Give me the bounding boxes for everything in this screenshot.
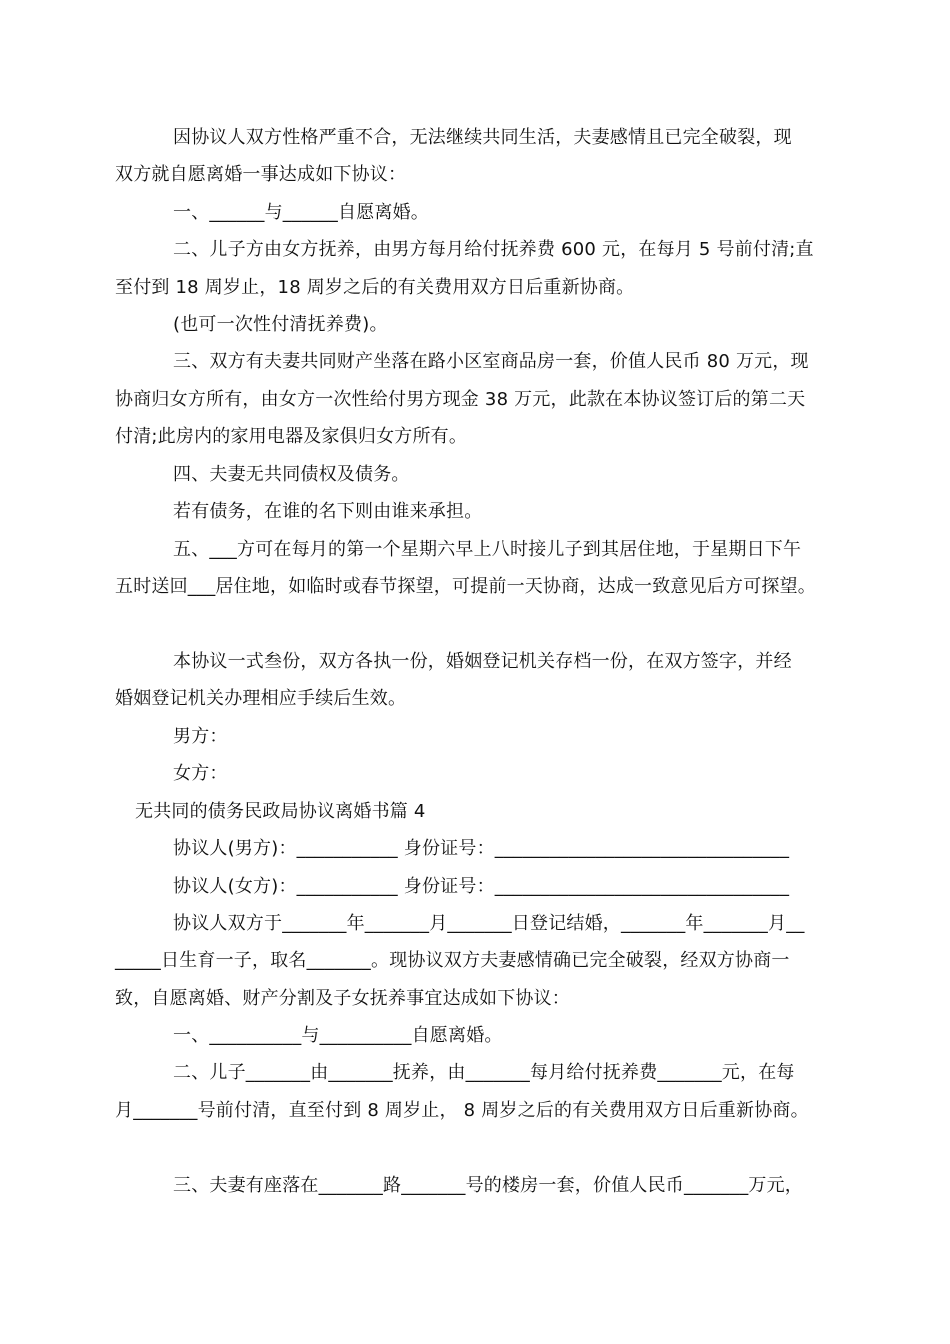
paragraph-line: 四、夫妻无共同债权及债务。 — [173, 464, 410, 485]
signature-line-male: 男方： — [173, 726, 228, 747]
paragraph-line: 付清;此房内的家用电器及家俱归女方所有。 — [115, 426, 468, 447]
paragraph-line: 若有债务，在谁的名下则由谁来承担。 — [173, 501, 483, 522]
signature-line-female: 女方： — [173, 763, 228, 784]
paragraph-line: 二、儿子方由女方抚养，由男方每月给付抚养费 600 元，在每月 5 号前付清;直 — [173, 239, 814, 260]
paragraph-line: _____日生育一子，取名_______。现协议双方夫妻感情确已完全破裂，经双方协商一 — [115, 950, 790, 971]
paragraph-line: 一、__________与__________自愿离婚。 — [173, 1025, 503, 1046]
paragraph-line: 三、双方有夫妻共同财产坐落在路小区室商品房一套，价值人民币 80 万元，现 — [173, 351, 809, 372]
paragraph-line: 因协议人双方性格严重不合，无法继续共同生活，夫妻感情且已完全破裂，现 — [173, 127, 792, 148]
paragraph-line: 协议人双方于_______年_______月_______日登记结婚，_______年_______月__ — [173, 913, 805, 934]
paragraph-line: 三、夫妻有座落在_______路_______号的楼房一套，价值人民币_______万元， — [173, 1175, 803, 1196]
paragraph-line: 二、儿子_______由_______抚养，由_______每月给付抚养费_______元，在每 — [173, 1062, 795, 1083]
paragraph-line: 五、___方可在每月的第一个星期六早上八时接儿子到其居住地，于星期日下午 — [173, 539, 802, 560]
paragraph-line: (也可一次性付清抚养费)。 — [173, 314, 388, 335]
paragraph-line: 双方就自愿离婚一事达成如下协议： — [115, 164, 407, 185]
paragraph-line: 月_______号前付清，直至付到 8 周岁止， 8 周岁之后的有关费用双方日后重新协商。 — [115, 1100, 809, 1121]
form-line: 协议人(男方)：___________ 身份证号：________________________________ — [173, 838, 790, 859]
paragraph-line: 一、______与______自愿离婚。 — [173, 202, 429, 223]
paragraph-line: 婚姻登记机关办理相应手续后生效。 — [115, 688, 407, 709]
paragraph-line: 五时送回___居住地，如临时或春节探望，可提前一天协商，达成一致意见后方可探望。 — [115, 576, 816, 597]
paragraph-line: 协商归女方所有，由女方一次性给付男方现金 38 万元，此款在本协议签订后的第二天 — [115, 389, 806, 410]
paragraph-line: 至付到 18 周岁止，18 周岁之后的有关费用双方日后重新协商。 — [115, 277, 635, 298]
paragraph-line: 致，自愿离婚、财产分割及子女抚养事宜达成如下协议： — [115, 988, 570, 1009]
section-heading: 无共同的债务民政局协议离婚书篇 4 — [135, 801, 426, 822]
form-line: 协议人(女方)：___________ 身份证号：________________________________ — [173, 876, 790, 897]
paragraph-line: 本协议一式叁份，双方各执一份，婚姻登记机关存档一份，在双方签字，并经 — [173, 651, 792, 672]
